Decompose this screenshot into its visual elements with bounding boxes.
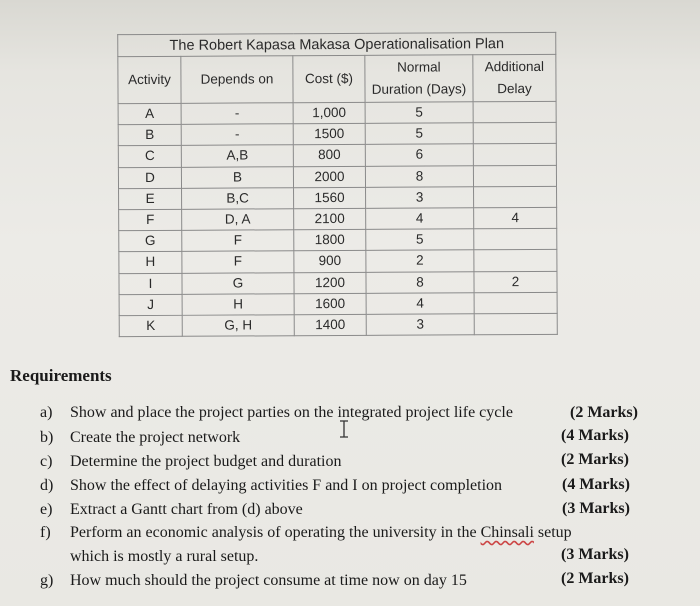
cell-activity: B [118, 125, 181, 147]
requirement-text: Show and place the project parties on the integrated project life cycle [70, 404, 513, 421]
header-activity: Activity [118, 56, 181, 103]
cell-cost: 1800 [294, 229, 366, 251]
requirement-letter: d) [40, 477, 54, 494]
cell-duration: 4 [366, 292, 474, 314]
cell-depends: D, A [182, 209, 294, 231]
requirement-f-line2: which is mostly a rural setup. [70, 548, 259, 565]
cell-duration: 4 [366, 208, 474, 230]
cell-cost: 1500 [293, 124, 365, 146]
header-normal-line2: Duration (Days) [371, 81, 467, 97]
cell-depends: - [181, 103, 293, 125]
cell-cost: 800 [293, 145, 365, 167]
spellcheck-word: Chinsali [480, 524, 534, 541]
header-cost: Cost ($) [293, 55, 365, 102]
cell-activity: J [119, 294, 182, 316]
requirement-marks: (2 Marks) [561, 451, 629, 468]
cell-duration: 8 [366, 271, 474, 293]
requirement-text: Show the effect of delaying activities F and I on project completion [70, 477, 503, 494]
cell-depends: H [182, 293, 294, 315]
requirement-letter: a) [40, 404, 53, 421]
cell-cost: 2100 [294, 208, 366, 230]
requirement-marks: (4 Marks) [562, 476, 630, 493]
cell-cost: 2000 [293, 166, 365, 188]
header-delay-line2: Delay [497, 80, 532, 97]
cell-cost: 1200 [294, 272, 366, 294]
cell-activity: F [119, 209, 182, 231]
cell-activity: D [118, 167, 181, 189]
header-normal-line1: Normal [397, 59, 441, 75]
cell-activity: G [119, 230, 182, 252]
requirement-letter: c) [40, 453, 53, 470]
cell-activity: I [119, 273, 182, 295]
cell-activity: H [119, 252, 182, 274]
requirement-marks: (3 Marks) [561, 546, 629, 563]
requirement-text-main: Perform an economic analysis of operating the university in the [70, 524, 477, 541]
cell-cost: 1,000 [293, 102, 365, 124]
text-cursor-icon [339, 420, 349, 438]
cell-depends: F [182, 230, 294, 252]
table-title: The Robert Kapasa Makasa Operationalisation Plan [118, 32, 556, 56]
cell-delay: 2 [474, 271, 557, 293]
cell-depends: G, H [182, 315, 294, 337]
requirement-text: Extract a Gantt chart from (d) above [70, 501, 303, 518]
cell-cost: 1560 [294, 187, 366, 209]
requirement-letter: b) [40, 429, 54, 446]
cell-duration: 5 [366, 229, 474, 251]
cell-depends: G [182, 272, 294, 294]
cell-cost: 1400 [294, 314, 366, 336]
requirement-marks: (3 Marks) [562, 500, 630, 517]
header-delay-line1: Additional [484, 58, 545, 75]
cell-depends: A,B [181, 145, 293, 167]
requirement-text: Create the project network [70, 429, 241, 446]
cell-depends: - [181, 124, 293, 146]
requirement-text-end: setup [533, 524, 572, 541]
cell-depends: B [181, 166, 293, 188]
cell-duration: 8 [365, 165, 473, 187]
cell-activity: A [118, 103, 181, 125]
requirement-letter: e) [40, 501, 53, 518]
cell-duration: 3 [366, 187, 474, 209]
cell-duration: 6 [365, 144, 473, 166]
requirement-marks: (4 Marks) [561, 427, 629, 444]
requirement-letter: f) [40, 524, 51, 541]
cell-duration: 3 [366, 314, 474, 336]
requirement-text [70, 524, 572, 542]
cell-depends: B,C [182, 187, 294, 209]
cell-duration: 2 [366, 250, 474, 272]
cell-activity: K [119, 315, 182, 337]
cell-duration: 5 [365, 102, 473, 124]
requirement-letter: g) [40, 572, 54, 589]
requirement-marks: (2 Marks) [570, 404, 638, 421]
cell-duration: 5 [365, 123, 473, 145]
cell-delay: 4 [474, 207, 557, 229]
requirements-heading: Requirements [10, 366, 112, 385]
header-depends-on: Depends on [181, 56, 293, 104]
requirement-text: Determine the project budget and duration [70, 453, 342, 470]
requirement-text: How much should the project consume at time now on day 15 [70, 572, 467, 589]
cell-activity: E [119, 188, 182, 210]
cell-depends: F [182, 251, 294, 273]
cell-cost: 1600 [294, 293, 366, 315]
cell-activity: C [118, 146, 181, 168]
cell-cost: 900 [294, 251, 366, 273]
requirement-marks: (2 Marks) [561, 570, 629, 587]
